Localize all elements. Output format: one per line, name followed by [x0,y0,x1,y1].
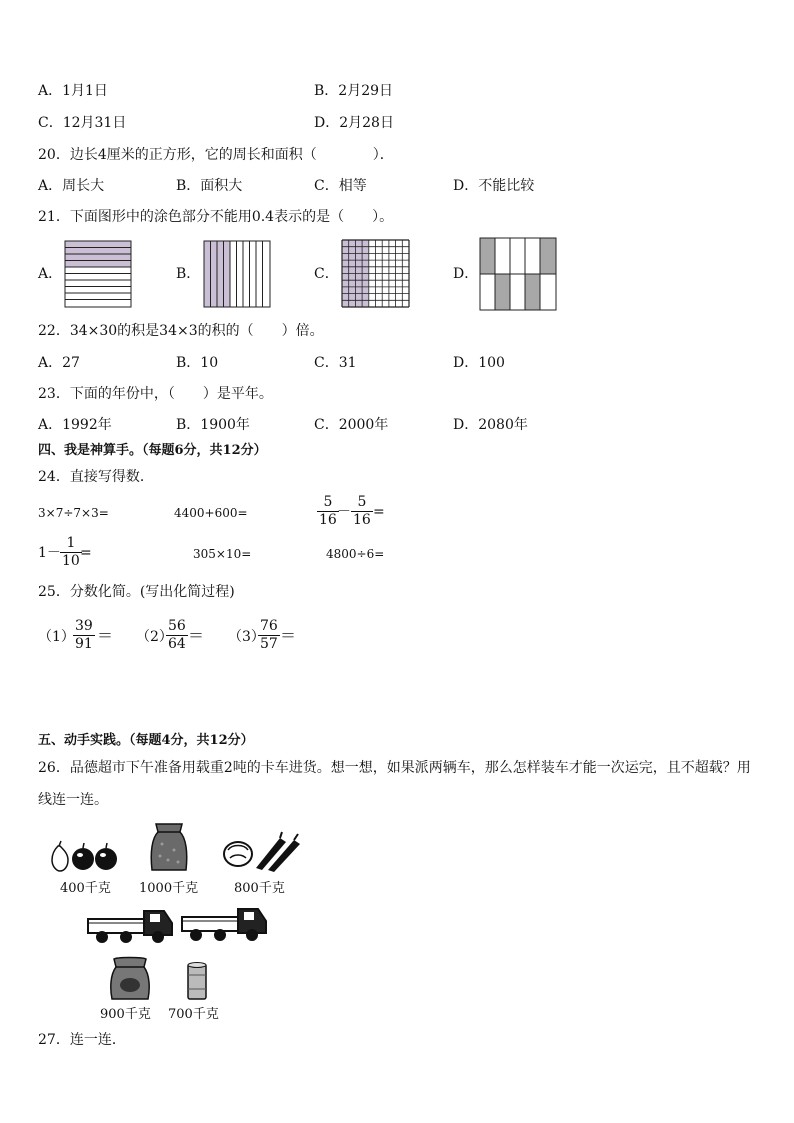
truck-icon [86,905,174,945]
q21-figure-c [341,239,410,308]
q23-option-d: D．2080年 [453,417,528,433]
numerator: 39 [75,618,93,634]
q21-stem: 21．下面图形中的涂色部分不能用0.4表示的是（ ）。 [38,209,394,225]
rice-sack-icon [108,955,152,1001]
weight-label-400: 400千克 [60,881,111,896]
numerator: 5 [351,494,373,512]
q22-option-b: B．10 [176,355,219,371]
q21-figure-a [64,240,132,308]
q21-option-d: D． [453,266,479,282]
denominator: 10 [62,553,80,569]
q20-option-c: C．相等 [314,178,367,194]
section-5-heading: 五、动手实践。（每题4分，共12分） [38,733,254,748]
equals-sign: = [80,545,92,561]
fraction [317,494,339,529]
q19-option-b: B．2月29日 [314,83,394,99]
numerator: 76 [260,618,278,634]
weight-label-1000: 1000千克 [139,881,199,896]
item-label: （1） [38,629,75,645]
equals-sign: ＝ [280,626,297,645]
q21-option-c: C． [314,266,339,282]
denominator: 64 [168,636,186,652]
q22-option-c: C．31 [314,355,357,371]
q21-option-a: A． [38,266,63,282]
q21-figure-d [479,237,557,311]
fraction [166,618,188,653]
q19-option-a: A．1月1日 [38,83,108,99]
numerator: 5 [317,494,339,512]
q19-option-c: C．12月31日 [38,115,127,131]
denominator: 57 [260,636,278,652]
denominator: 16 [319,512,337,528]
q19-option-d: D．2月28日 [314,115,394,131]
fraction [60,535,82,570]
numerator: 1 [60,535,82,553]
q22-option-a: A．27 [38,355,80,371]
denominator: 91 [75,636,93,652]
fraction [258,618,280,653]
q21-figure-b [203,240,271,308]
q20-option-b: B．面积大 [176,178,243,194]
item-label: （2） [136,629,173,645]
weight-label-800: 800千克 [234,881,285,896]
q26-stem-line-2: 线连一连。 [38,792,108,808]
q26-stem-line-1: 26．品德超市下午准备用载重2吨的卡车进货。想一想，如果派两辆车，那么怎样装车才能一次运完，且不超载？用 [38,760,751,776]
weight-label-700: 700千克 [168,1007,219,1022]
q22-stem: 22．34×30的积是34×3的积的（ ）倍。 [38,323,324,339]
q20-stem: 20．边长4厘米的正方形，它的周长和面积（ ）． [38,147,394,163]
q20-option-d: D．不能比较 [453,178,535,194]
fraction [73,618,95,653]
barrel-icon [185,961,209,1001]
flour-sack-icon [148,822,190,872]
vegetables-icon [220,830,302,872]
q27-stem: 27．连一连． [38,1032,126,1048]
equals-sign: ＝ [97,626,114,645]
truck-icon [180,903,268,943]
q24-expr-6: 4800÷6= [326,547,385,561]
fraction [351,494,373,529]
minus-sign: － [337,504,351,520]
equals-sign: ＝ [188,626,205,645]
section-4-heading: 四、我是神算手。（每题6分，共12分） [38,443,267,458]
q23-option-b: B．1900年 [176,417,250,433]
numerator: 56 [168,618,186,634]
denominator: 16 [353,512,371,528]
one-minus: 1－ [38,545,61,561]
fruit-icon [48,840,120,872]
q24-expr-2: 4400+600= [174,506,248,520]
q21-option-b: B． [176,266,201,282]
q24-expr-5: 305×10= [193,547,252,561]
q23-stem: 23．下面的年份中，（ ）是平年。 [38,386,273,402]
item-label: （3） [228,629,265,645]
q24-expr-1: 3×7÷7×3= [38,506,109,520]
weight-label-900: 900千克 [100,1007,151,1022]
q24-stem: 24．直接写得数． [38,469,154,485]
q23-option-c: C．2000年 [314,417,389,433]
q23-option-a: A．1992年 [38,417,112,433]
equals-sign: = [373,504,385,520]
q25-stem: 25．分数化简。(写出化简过程) [38,584,235,600]
q22-option-d: D．100 [453,355,505,371]
q20-option-a: A．周长大 [38,178,105,194]
